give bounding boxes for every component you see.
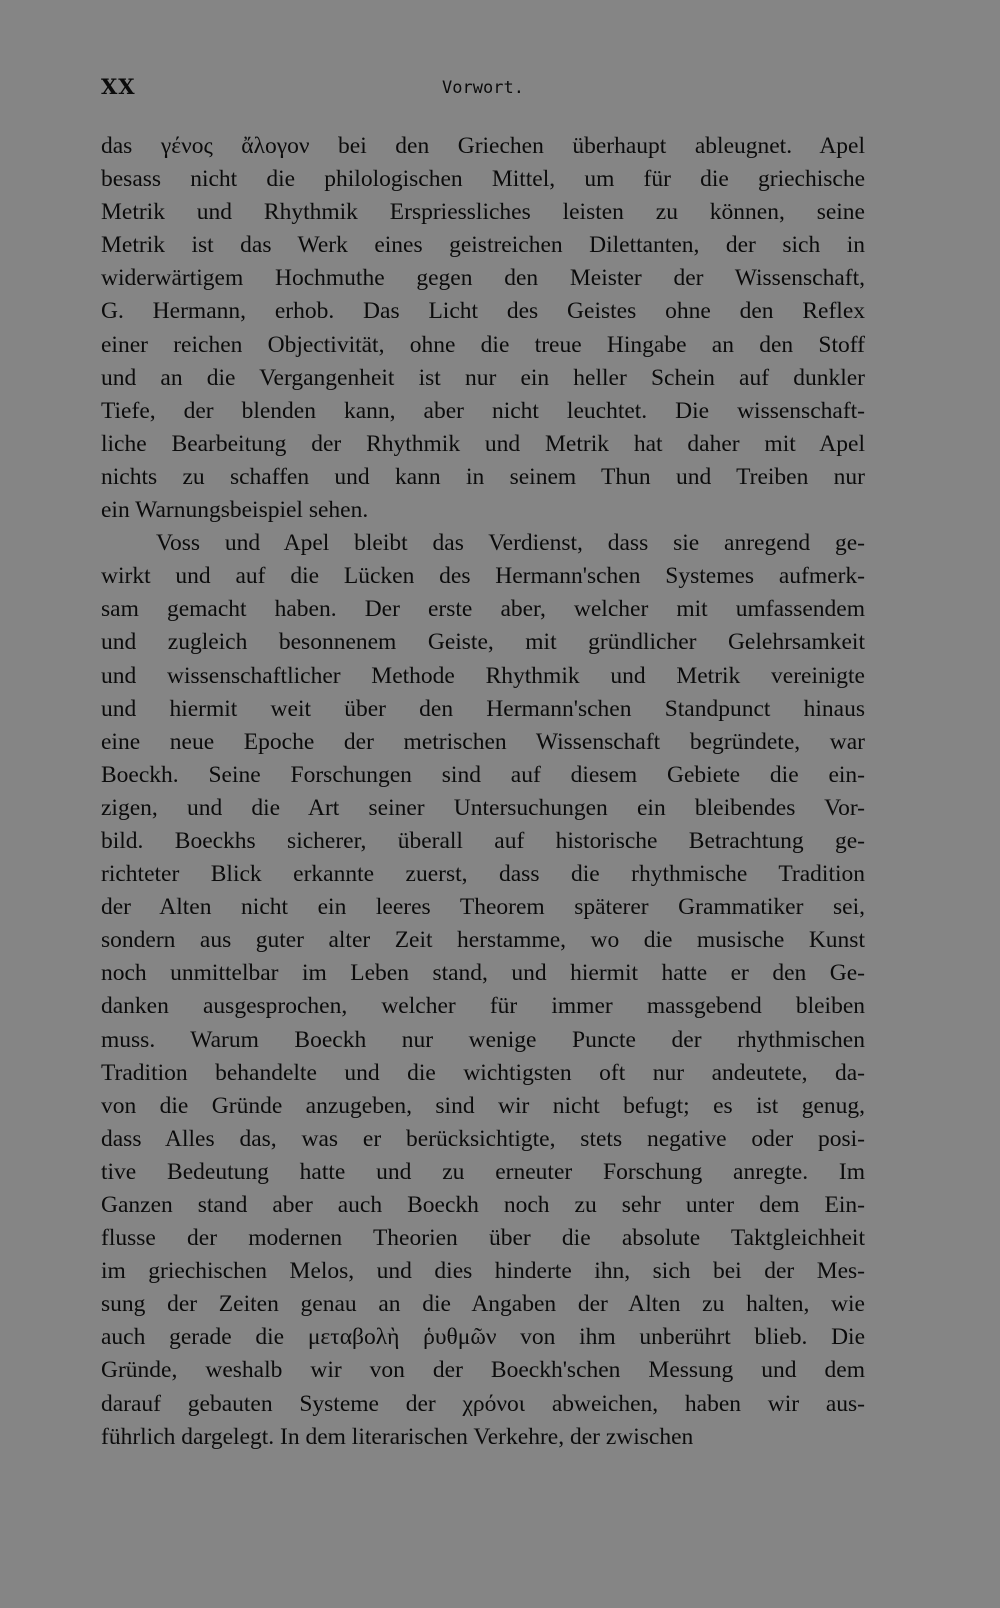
text-line: Tradition behandelte und die wichtigsten oft nur andeutete, da- [101, 1059, 865, 1086]
text-line: Metrik und Rhythmik Erspriessliches leisten zu können, seine [101, 199, 865, 226]
text-line: nichts zu schaffen und kann in seinem Thun und Treiben nur [101, 463, 865, 490]
text-line: einer reichen Objectivität, ohne die treue Hingabe an den Stoff [101, 331, 865, 358]
paragraph [101, 527, 865, 1454]
text-line: dass Alles das, was er berücksichtigte, stets negative oder posi- [101, 1125, 865, 1152]
text-line: danken ausgesprochen, welcher für immer massgebend bleiben [101, 993, 865, 1020]
text-line: bild. Boeckhs sicherer, überall auf historische Betrachtung ge- [101, 827, 865, 854]
text-line: und hiermit weit über den Hermann'schen Standpunct hinaus [101, 695, 865, 722]
text-line: und wissenschaftlicher Methode Rhythmik und Metrik vereinigte [101, 662, 865, 689]
text-line: der Alten nicht ein leeres Theorem späterer Grammatiker sei, [101, 894, 865, 921]
text-line: noch unmittelbar im Leben stand, und hiermit hatte er den Ge- [101, 960, 865, 987]
text-line: Tiefe, der blenden kann, aber nicht leuchtet. Die wissenschaft- [101, 397, 865, 424]
running-head [101, 74, 865, 108]
page-number: XX [101, 74, 136, 99]
text-line: flusse der modernen Theorien über die absolute Taktgleichheit [101, 1225, 865, 1252]
paragraph [101, 130, 865, 527]
text-line: liche Bearbeitung der Rhythmik und Metrik hat daher mit Apel [101, 430, 865, 457]
text-line: ein Warnungsbeispiel sehen. [101, 497, 369, 524]
text-line: muss. Warum Boeckh nur wenige Puncte der rhythmischen [101, 1026, 865, 1053]
text-line: richteter Blick erkannte zuerst, dass die rhythmische Tradition [101, 861, 865, 888]
text-line: Metrik ist das Werk eines geistreichen Dilettanten, der sich in [101, 232, 865, 259]
text-line: widerwärtigem Hochmuthe gegen den Meister der Wissenschaft, [101, 265, 865, 292]
text-line: besass nicht die philologischen Mittel, um für die griechische [101, 166, 865, 193]
text-line: Ganzen stand aber auch Boeckh noch zu sehr unter dem Ein- [101, 1192, 865, 1218]
text-line: zigen, und die Art seiner Untersuchungen ein bleibendes Vor- [101, 794, 865, 821]
text-line: darauf gebauten Systeme der χρόνοι abweichen, haben wir aus- [101, 1390, 865, 1417]
text-line: sondern aus guter alter Zeit herstamme, wo die musische Kunst [101, 927, 865, 954]
running-title: Vorwort. [442, 78, 524, 98]
text-line: G. Hermann, erhob. Das Licht des Geistes ohne den Reflex [101, 298, 865, 325]
text-line: im griechischen Melos, und dies hinderte ihn, sich bei der Mes- [101, 1258, 865, 1285]
text-line: sung der Zeiten genau an die Angaben der Alten zu halten, wie [101, 1291, 865, 1318]
text-line: eine neue Epoche der metrischen Wissenschaft begründete, war [101, 728, 865, 755]
text-line: sam gemacht haben. Der erste aber, welcher mit umfassendem [101, 596, 865, 623]
text-line: Voss und Apel bleibt das Verdienst, dass sie anregend ge- [156, 530, 865, 557]
text-line: das γένος ἄλογον bei den Griechen überhaupt ableugnet. Apel [101, 133, 865, 159]
text-line: Gründe, weshalb wir von der Boeckh'schen Messung und dem [101, 1357, 865, 1384]
text-line: führlich dargelegt. In dem literarischen Verkehre, der zwischen [101, 1423, 694, 1450]
text-line: tive Bedeutung hatte und zu erneuter Forschung anregte. Im [101, 1158, 865, 1185]
text-line: und zugleich besonnenem Geiste, mit gründlicher Gelehrsamkeit [101, 629, 865, 656]
text-line: Boeckh. Seine Forschungen sind auf diesem Gebiete die ein- [101, 761, 865, 788]
text-line: und an die Vergangenheit ist nur ein heller Schein auf dunkler [101, 364, 865, 391]
text-line: auch gerade die μεταβολὴ ῥυθμῶν von ihm unberührt blieb. Die [101, 1324, 865, 1351]
text-line: von die Gründe anzugeben, sind wir nicht befugt; es ist genug, [101, 1092, 865, 1119]
body-text [101, 130, 865, 1454]
text-line: wirkt und auf die Lücken des Hermann'schen Systemes aufmerk- [101, 563, 865, 590]
